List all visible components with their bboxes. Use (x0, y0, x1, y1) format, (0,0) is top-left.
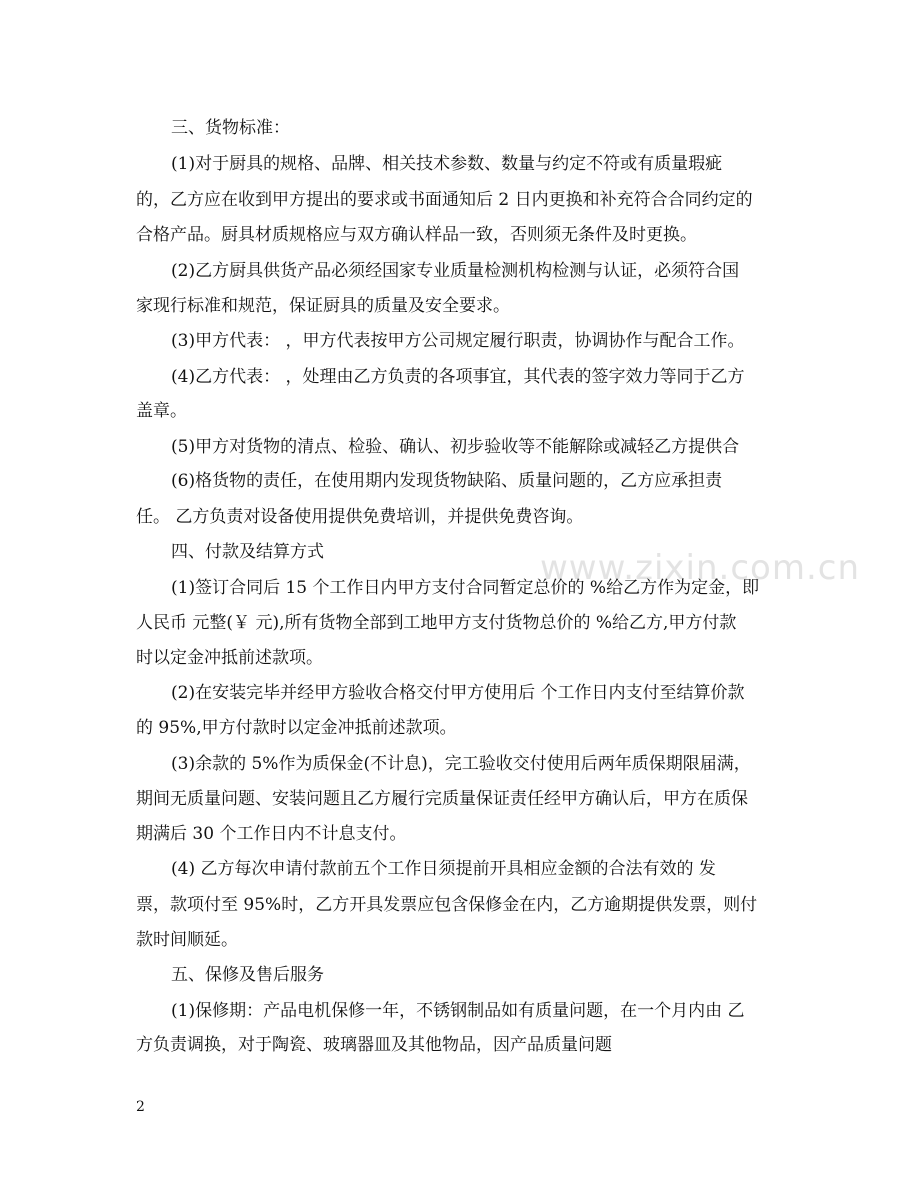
paragraph-line: 人民币 元整(￥ 元),所有货物全部到工地甲方支付货物总价的 %给乙方,甲方付款 (136, 613, 737, 633)
paragraph-line: 合格产品。厨具材质规格应与双方确认样品一致，否则须无条件及时更换。 (136, 225, 697, 245)
paragraph-line: (3)甲方代表： ，甲方代表按甲方公司规定履行职责，协调协作与配合工作。 (171, 331, 745, 351)
paragraph-line: 的 95%,甲方付款时以定金冲抵前述款项。 (136, 718, 457, 738)
paragraph-line: (1)对于厨具的规格、品牌、相关技术参数、数量与约定不符或有质量瑕疵 (171, 154, 723, 174)
watermark: www.zixin.com.cn (540, 548, 860, 588)
paragraph-line: 家现行标准和规范，保证厨具的质量及安全要求。 (136, 296, 510, 316)
paragraph-line: 时以定金冲抵前述款项。 (136, 648, 323, 668)
paragraph-line: (3)余款的 5%作为质保金(不计息)，完工验收交付使用后两年质保期限届满， (171, 754, 751, 774)
paragraph-line: (4)乙方代表： ，处理由乙方负责的各项事宜，其代表的签字效力等同于乙方 (171, 367, 745, 387)
paragraph-line: 票，款项付至 95%时，乙方开具发票应包含保修金在内，乙方逾期提供发票，则付 (136, 895, 758, 915)
paragraph-line: (4) 乙方每次申请付款前五个工作日须提前开具相应金额的合法有效的 发 (171, 859, 716, 879)
section-heading: 四、付款及结算方式 (171, 542, 324, 562)
paragraph-line: (1)签订合同后 15 个工作日内甲方支付合同暂定总价的 %给乙方作为定金，即 (171, 578, 760, 598)
page-number: 2 (136, 1099, 145, 1115)
paragraph-line: 的，乙方应在收到甲方提出的要求或书面通知后 2 日内更换和补充符合合同约定的 (136, 190, 753, 210)
paragraph-line: (1)保修期：产品电机保修一年，不锈钢制品如有质量问题，在一个月内由 乙 (171, 1001, 745, 1021)
paragraph-line: (5)甲方对货物的清点、检验、确认、初步验收等不能解除或减轻乙方提供合 (171, 437, 740, 457)
paragraph-line: (6)格货物的责任，在使用期内发现货物缺陷、质量问题的，乙方应承担责 (171, 471, 723, 491)
section-heading: 五、保修及售后服务 (171, 965, 324, 985)
paragraph-line: 期间无质量问题、安装问题且乙方履行完质量保证责任经甲方确认后，甲方在质保 (136, 789, 748, 809)
paragraph-line: 任。 乙方负责对设备使用提供免费培训，并提供免费咨询。 (136, 507, 584, 527)
paragraph-line: 盖章。 (136, 401, 187, 421)
section-heading: 三、货物标准： (171, 118, 290, 138)
paragraph-line: (2)乙方厨具供货产品必须经国家专业质量检测机构检测与认证，必须符合国 (171, 261, 740, 281)
paragraph-line: 方负责调换，对于陶瓷、玻璃器皿及其他物品，因产品质量问题 (136, 1035, 612, 1055)
paragraph-line: 款时间顺延。 (136, 930, 238, 950)
paragraph-line: (2)在安装完毕并经甲方验收合格交付甲方使用后 个工作日内支付至结算价款 (171, 683, 745, 703)
paragraph-line: 期满后 30 个工作日内不计息支付。 (136, 824, 407, 844)
